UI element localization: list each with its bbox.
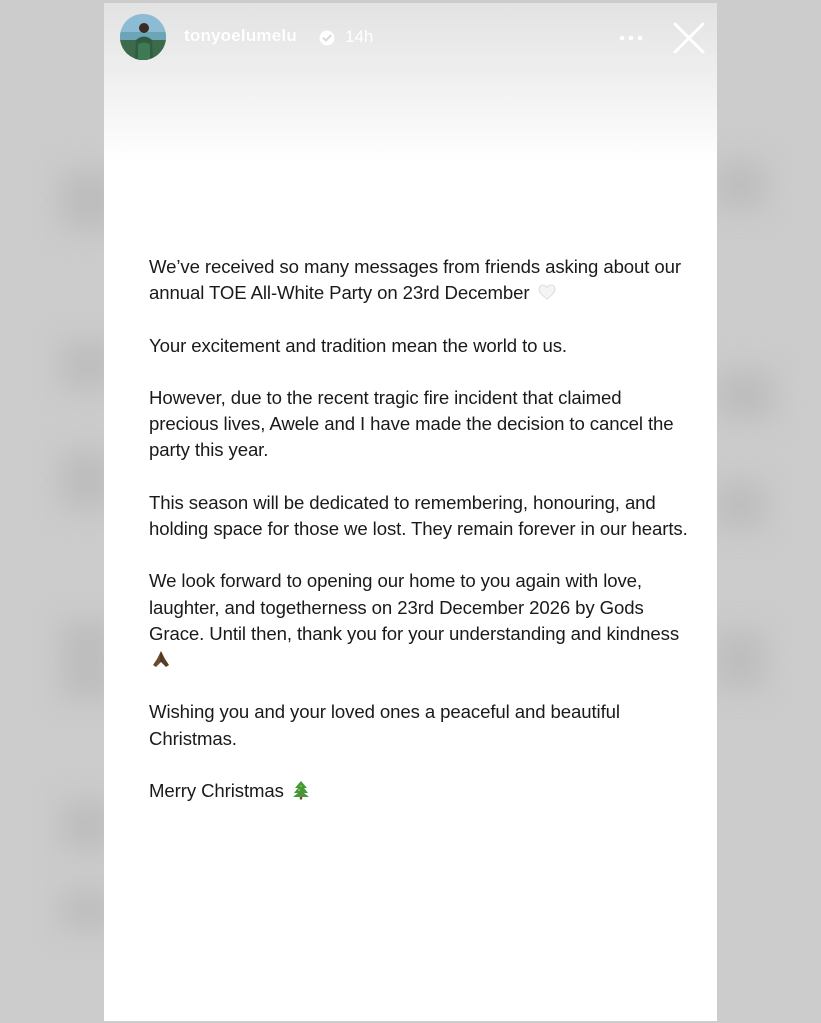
verified-badge-icon — [319, 30, 335, 46]
message-text: We look forward to opening our home to you again with love, laughter, and togetherness on 23rd December 2026 by Gods Grace. Until then, thank you for your understanding and kindness — [149, 570, 680, 644]
close-icon — [670, 19, 708, 57]
message-text: Merry Christmas — [149, 779, 284, 801]
message-paragraph — [149, 254, 689, 306]
folded-hands-icon — [151, 649, 171, 669]
message-paragraph — [149, 699, 689, 751]
story-message — [149, 254, 689, 804]
backdrop-shape — [715, 370, 775, 420]
backdrop-shape — [715, 160, 765, 210]
story-username[interactable]: tonyoelumelu — [184, 26, 297, 45]
close-button[interactable] — [670, 19, 708, 57]
message-paragraph — [149, 385, 689, 464]
backdrop-shape — [715, 630, 765, 690]
message-paragraph — [149, 490, 689, 542]
white-heart-icon — [537, 282, 557, 302]
story-header — [104, 3, 717, 73]
story-viewer[interactable] — [104, 3, 717, 1021]
message-paragraph — [149, 333, 689, 359]
message-text: However, due to the recent tragic fire incident that claimed precious lives, Awele and I have made the decision to cancel the party this year. — [149, 386, 674, 461]
christmas-tree-icon — [291, 780, 311, 800]
message-paragraph — [149, 778, 689, 804]
message-text: Your excitement and tradition mean the world to us. — [149, 334, 567, 356]
message-text: Wishing you and your loved ones a peaceful and beautiful Christmas. — [149, 701, 620, 749]
more-options-button[interactable] — [616, 25, 646, 51]
avatar-photo — [120, 14, 166, 60]
avatar[interactable] — [120, 14, 166, 60]
more-options-icon — [616, 25, 646, 51]
message-paragraph — [149, 568, 689, 673]
message-text: We’ve received so many messages from friends asking about our annual TOE All-White Party on 23rd December — [149, 256, 681, 304]
backdrop-shape — [715, 480, 765, 530]
story-timestamp: 14h — [345, 27, 374, 46]
message-text: This season will be dedicated to remembering, honouring, and holding space for those we lost. They remain forever in our hearts. — [149, 491, 688, 539]
